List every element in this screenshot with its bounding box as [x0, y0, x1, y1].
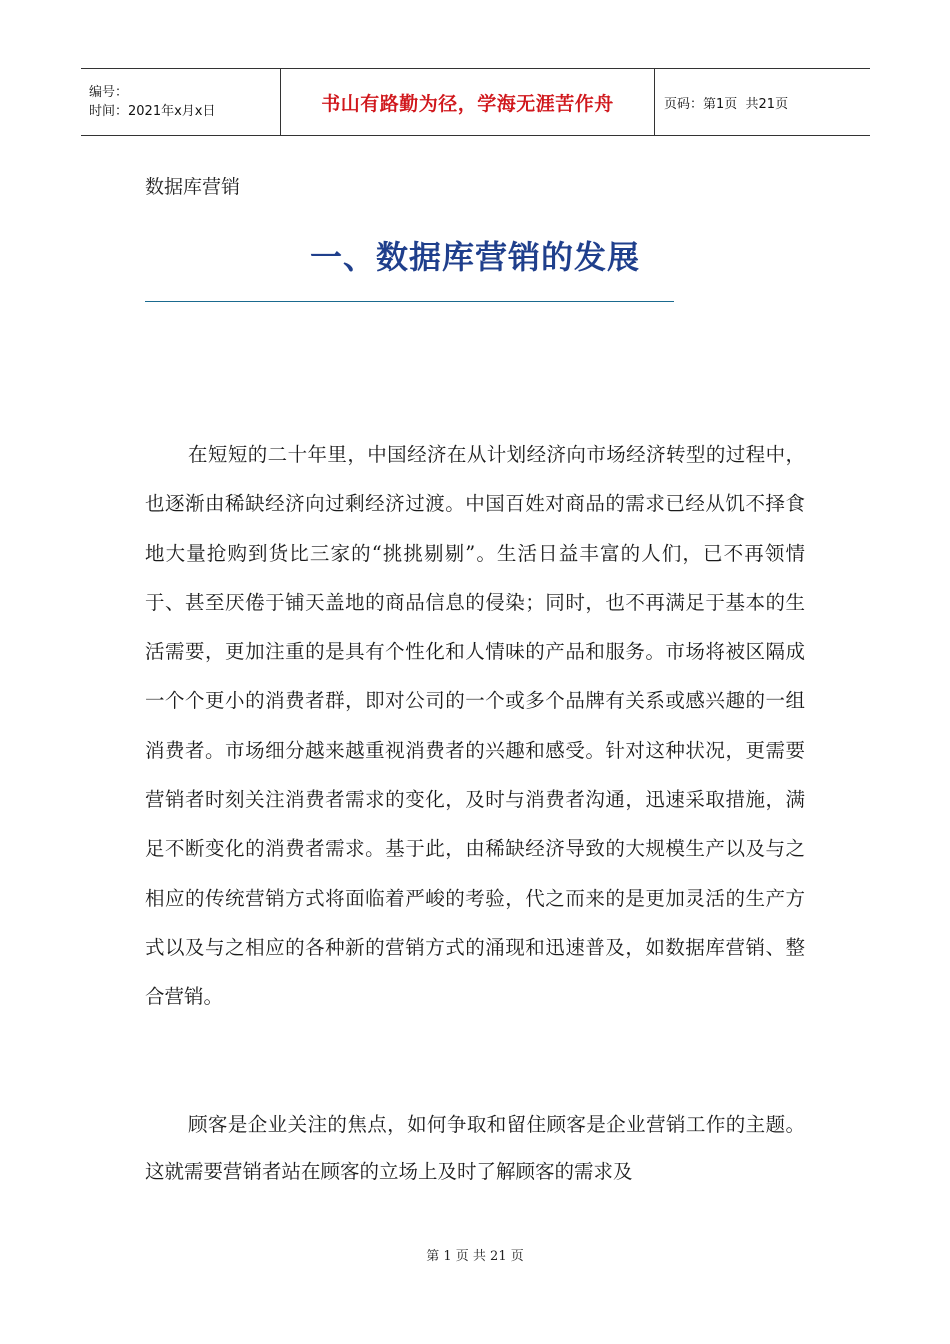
header-motto: [281, 69, 655, 135]
page-footer: 第 1 页 共 21 页: [426, 1249, 524, 1264]
page-info-text: 页码：第1页 共21页: [664, 96, 789, 112]
header-page-info: [655, 69, 870, 135]
page-header: [81, 68, 870, 136]
body-paragraph-2: 顾客是企业关注的焦点，如何争取和留住顾客是企业营销工作的主题。这就需要营销者站在顾客的立场上及时了解顾客的需求及: [145, 1113, 805, 1183]
header-meta: [81, 69, 281, 135]
number-label: 编号：: [89, 85, 129, 100]
motto-text: 书山有路勤为径，学海无涯苦作舟: [321, 92, 614, 115]
time-label: 时间：2021年x月x日: [89, 104, 216, 119]
body-paragraph-1: 在短短的二十年里，中国经济在从计划经济向市场经济转型的过程中，也逐渐由稀缺经济向过剩经济过渡。中国百姓对商品的需求已经从饥不择食地大量抢购到货比三家的“挑挑剔剔”。生活日益丰富的人们，已不再领情于、甚至厌倦于铺天盖地的商品信息的侵染；同时，也不再满足于基本的生活需要，更加注重的是具有个性化和人情味的产品和服务。市场将被区隔成一个个更小的消费者群，即对公司的一个或多个品牌有关系或感兴趣的一组消费者。市场细分越来越重视消费者的兴趣和感受。针对这种状况，更需要营销者时刻关注消费者需求的变化，及时与消费者沟通，迅速采取措施，满足不断变化的消费者需求。基于此，由稀缺经济导致的大规模生产以及与之相应的传统营销方式将面临着严峻的考验，代之而来的是更加灵活的生产方式以及与之相应的各种新的营销方式的涌现和迅速普及，如数据库营销、整合营销。: [145, 443, 805, 1009]
title-underline: [145, 301, 674, 302]
section-title: 一、数据库营销的发展: [309, 238, 640, 276]
document-label: 数据库营销: [145, 176, 241, 198]
